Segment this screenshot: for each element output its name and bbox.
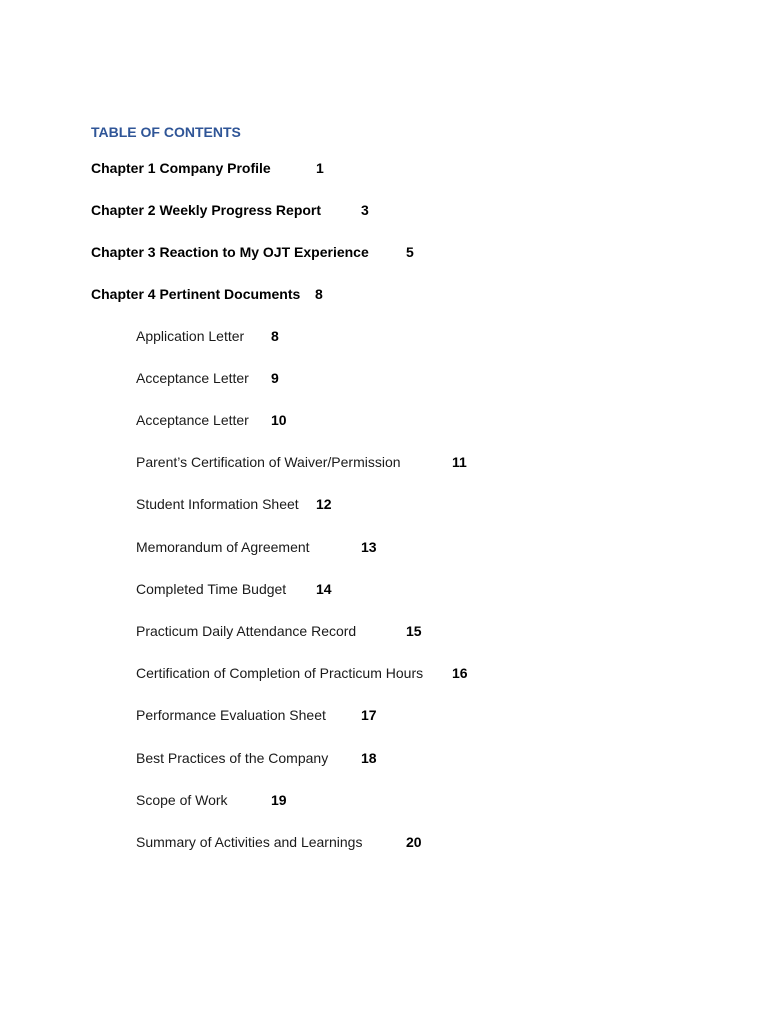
toc-document-page: 12 — [316, 496, 332, 512]
toc-document-title: Scope of Work — [136, 792, 228, 808]
toc-chapter-page: 3 — [361, 202, 369, 218]
toc-document-page: 9 — [271, 370, 279, 386]
toc-document-title: Practicum Daily Attendance Record — [136, 623, 357, 639]
toc-document-title: Parent’s Certification of Waiver/Permission — [136, 454, 401, 470]
toc-document-page: 11 — [452, 454, 467, 470]
toc-chapter-page: 5 — [406, 244, 414, 260]
toc-document-page: 13 — [361, 539, 377, 555]
toc-heading: TABLE OF CONTENTS — [91, 124, 241, 140]
toc-chapter-title: Chapter 3 Reaction to My OJT Experience — [91, 244, 369, 260]
toc-document-title: Acceptance Letter — [136, 412, 249, 428]
toc-chapter-title: Chapter 4 Pertinent Documents — [91, 286, 301, 302]
toc-document-title: Completed Time Budget — [136, 581, 287, 597]
toc-document-title: Acceptance Letter — [136, 370, 249, 386]
toc-document-title: Application Letter — [136, 328, 245, 344]
toc-document-page: 15 — [406, 623, 422, 639]
toc-chapter-page: 1 — [316, 160, 324, 176]
toc-document-page: 17 — [361, 707, 377, 723]
toc-document-title: Best Practices of the Company — [136, 750, 329, 766]
toc-document-title: Student Information Sheet — [136, 496, 299, 512]
toc-document-page: 14 — [316, 581, 332, 597]
toc-document-title: Performance Evaluation Sheet — [136, 707, 326, 723]
toc-document-page: 20 — [406, 834, 422, 850]
toc-document-title: Certification of Completion of Practicum Hours — [136, 665, 424, 681]
toc-document-page: 18 — [361, 750, 377, 766]
toc-document-title: Memorandum of Agreement — [136, 539, 310, 555]
toc-document-page: 19 — [271, 792, 287, 808]
toc-chapter-title: Chapter 2 Weekly Progress Report — [91, 202, 322, 218]
toc-document-page: 10 — [271, 412, 287, 428]
toc-document-page: 8 — [271, 328, 279, 344]
toc-chapter-title: Chapter 1 Company Profile — [91, 160, 271, 176]
toc-document-page: 16 — [452, 665, 468, 681]
toc-document-title: Summary of Activities and Learnings — [136, 834, 363, 850]
toc-chapter-page: 8 — [315, 286, 323, 302]
